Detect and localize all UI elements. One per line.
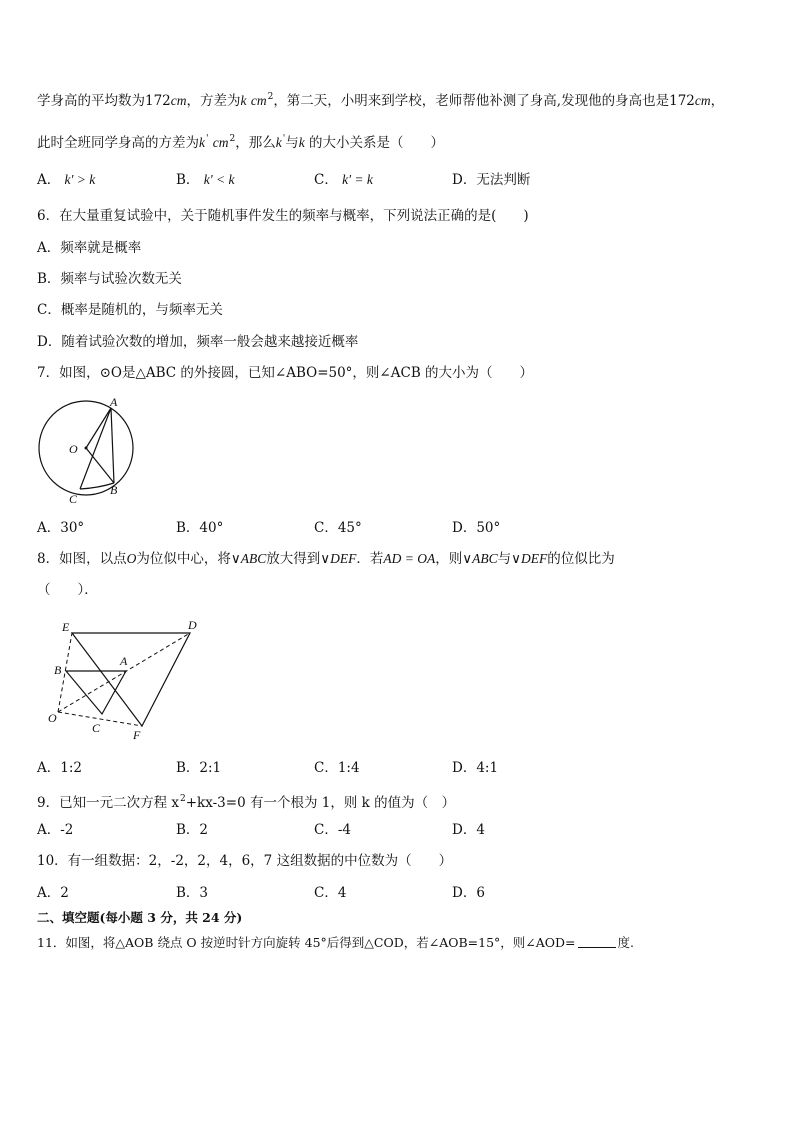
q7-option-a[interactable]: A．30° [37,520,85,536]
q9-option-d[interactable]: D．4 [452,822,485,838]
q9-option-a[interactable]: A．-2 [37,822,74,838]
q7-option-c[interactable]: C．45° [314,520,362,536]
q7-option-b[interactable]: B．40° [176,520,224,536]
q10-option-b[interactable]: B．3 [176,885,209,901]
q10-option-c[interactable]: C．4 [314,885,347,901]
q5-option-c[interactable]: C． k' = k [314,172,373,188]
q9-option-b[interactable]: B．2 [176,822,209,838]
section-fill-in-heading: 二、填空题(每小题 3 分，共 24 分) [37,910,243,925]
label-c: C [69,492,78,506]
q7-circle-figure [30,392,145,507]
q8-option-b[interactable]: B．2:1 [176,760,222,776]
label-o: O [48,711,57,725]
q6-option-a[interactable]: A．频率就是概率 [37,240,142,256]
q5-line2: 此时全班同学身高的方差为k' $cm^2$，那么k'与k 的大小关系是（ ） [37,134,445,151]
label-c: C [92,721,101,735]
label-a: A [110,395,118,409]
label-d: D [188,618,197,632]
q7-option-d[interactable]: D．50° [452,520,501,536]
q9-stem: 9．已知一元二次方程 $x^2+kx-3=0$ 有一个根为 1，则 k 的值为（ ） [37,794,456,811]
triangle-def [72,633,190,726]
q5-line1: 学身高的平均数为172cm，方差为k $cm^2$，第二天，小明来到学校，老师帮他补测了身高,发现他的身高也是172cm， [37,92,725,109]
segment-cb [80,483,114,489]
q6-stem: 6．在大量重复试验中，关于随机事件发生的频率与概率，下列说法正确的是( ) [37,208,529,224]
q10-stem: 10．有一组数据：2，-2，2，4，6，7 这组数据的中位数为（ ） [37,853,453,869]
q8-similarity-figure [42,615,212,743]
label-a: A [120,654,128,668]
q9-option-c[interactable]: C．-4 [314,822,351,838]
q10-option-d[interactable]: D．6 [452,885,485,901]
q8-stem: 8．如图，以点O为位似中心，将∨ABC放大得到∨DEF．若AD = OA，则∨ABC与∨DEF的位似比为 [37,551,615,567]
label-o: O [69,442,78,456]
q11-stem: 11．如图，将△AOB 绕点 O 按逆时针方向旋转 45°后得到△COD，若∠AOB=15°，则∠AOD= 度. [37,935,635,950]
q8-option-a[interactable]: A．1:2 [37,760,82,776]
segment-ab [111,408,114,483]
center-point [85,447,88,450]
label-b: B [110,483,118,497]
q6-option-d[interactable]: D．随着试验次数的增加，频率一般会越来越接近概率 [37,334,359,350]
label-b: B [54,663,62,677]
q8-option-c[interactable]: C．1:4 [314,760,360,776]
label-f: F [133,728,141,742]
q5-option-d[interactable]: D．无法判断 [452,172,531,188]
answer-blank[interactable] [578,935,616,948]
q5-option-a[interactable]: A． k' > k [37,172,96,188]
q6-option-b[interactable]: B．频率与试验次数无关 [37,271,182,287]
q8-option-d[interactable]: D．4:1 [452,760,499,776]
q7-stem: 7．如图，⊙O是△ABC 的外接圆，已知∠ABO=50°，则∠ACB 的大小为（ ） [37,365,534,381]
q8-stem-line2: （ ）． [37,582,98,598]
q5-option-b[interactable]: B． k' < k [176,172,235,188]
q6-option-c[interactable]: C．概率是随机的，与频率无关 [37,302,223,318]
q10-option-a[interactable]: A．2 [37,885,69,901]
label-e: E [62,620,70,634]
segment-ob [86,448,114,483]
